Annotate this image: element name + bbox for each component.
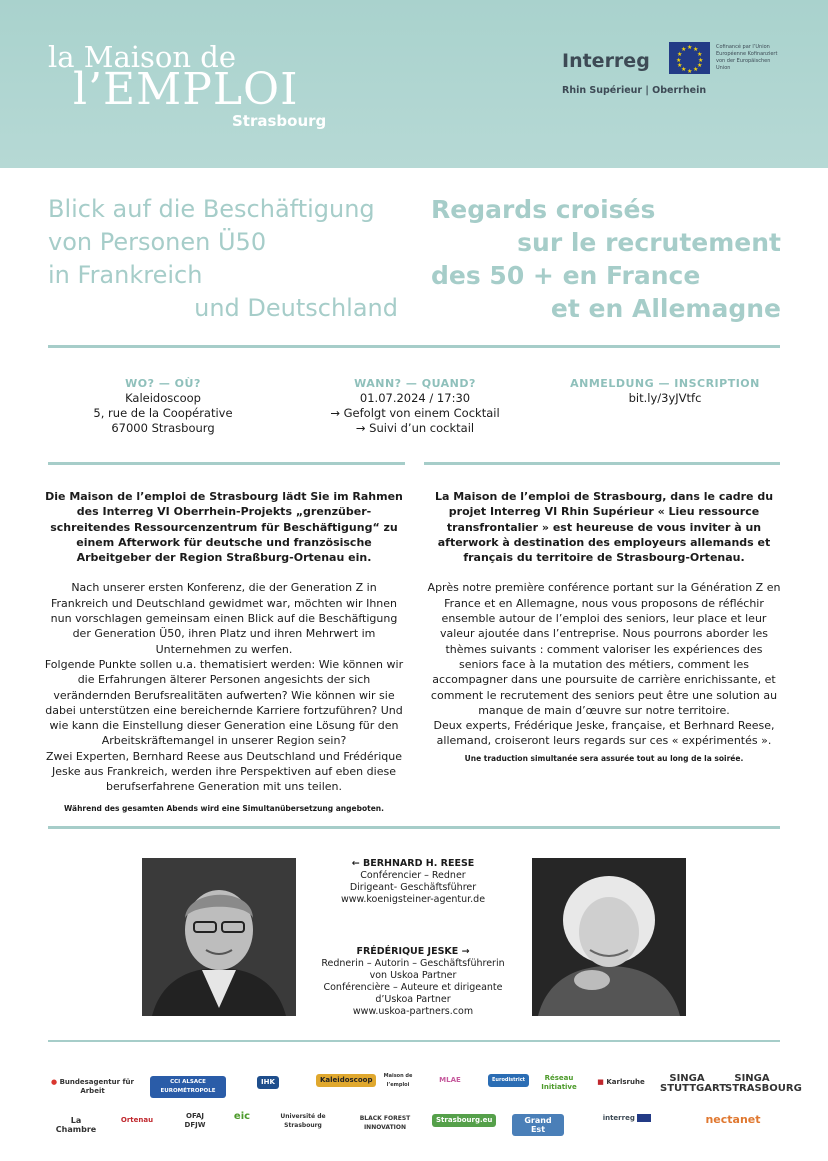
title-de-line3: in Frankreich: [48, 261, 203, 289]
logo-ofaj: OFAJ DFJW: [184, 1112, 206, 1129]
title-french: [431, 193, 781, 325]
info-register: [560, 376, 770, 406]
body-de-p1: Nach unserer ersten Konferenz, die der Generation Z in Frankreich und Deutschland gewidmet war, möchten wir Ihnen nun vorschlagen gemeinsam einen Blick auf die Beschäftigung der Generation Ü50, ihren Platz und ihren Mehrwert im Unternehmen zu werfen.: [50, 581, 398, 656]
partner-logos: [0, 1034, 828, 1161]
logo-karlsruhe: ■ Karlsruhe: [597, 1078, 645, 1086]
logo-nectanet: nectanet: [705, 1113, 761, 1126]
title-fr-line1: Regards croisés: [431, 195, 656, 224]
eu-flag-small-icon: [637, 1114, 651, 1122]
body-fr-note: Une traduction simultanée sera assurée tout au long de la soirée.: [464, 753, 744, 763]
logo-kaleidoscoop: Kaleidoscoop: [316, 1074, 364, 1087]
body-de-p3: Zwei Experten, Bernhard Reese aus Deutschland und Frédérique Jeske aus Frankreich, werden ihre Perspektiven auf eben diese berufserfahrene Generation mit uns teilen.: [46, 749, 402, 794]
divider-right: [424, 462, 780, 465]
info-when: [310, 376, 520, 436]
divider-left: [48, 462, 405, 465]
logo-black-forest: BLACK FOREST INNOVATION: [359, 1115, 411, 1131]
logo-interreg-small: interreg: [580, 1114, 674, 1123]
logo-strasbourg-eu: Strasbourg.eu: [432, 1114, 494, 1127]
logo-ortenau: Ortenau: [120, 1116, 154, 1124]
logo-eurodistrict: Eurodistrict: [488, 1074, 520, 1087]
speaker-jeske-url[interactable]: www.uskoa-partners.com: [352, 1006, 474, 1017]
speaker-photo-jeske: [532, 858, 686, 1016]
info-where-line1: Kaleidoscoop: [125, 391, 201, 405]
info-when-line1: 01.07.2024 / 17:30: [359, 391, 471, 405]
logo-maison-emploi: Maison de l’emploi: [383, 1073, 413, 1088]
body-fr-p1: Après notre première conférence portant sur la Génération Z en France et en Allemagne, nous vous proposons de réfléchir ensemble autour de l’emploi des seniors, leur place et leur valeur ajoutée dans l’entreprise. Nous pourrons aborder les thèmes suivants : comment valoriser les expériences des seniors face à la mutation des métiers, comment les accompagner dans une poursuite de carrière enrichissante, et comment le recrutement des seniors peut être une solution au manque de main d’œuvre sur notre territoire.: [427, 581, 781, 717]
body-de-lead: Die Maison de l’emploi de Strasbourg lädt Sie im Rahmen des Interreg VI Oberrhein-Projekts „grenzüber-schreitendes Ressourcenzentrum für Beschäftigung“ zu einem Afterwork für deutsche und französische Arbeitgeber der Region Straßburg-Ortenau ein.: [45, 490, 403, 565]
info-when-line2: → Gefolgt von einem Cocktail: [330, 406, 500, 420]
title-de-line4: und Deutschland: [194, 294, 398, 322]
title-fr-line3: des 50 + en France: [431, 261, 701, 290]
info-when-heading: WANN? — QUAND?: [354, 377, 476, 390]
speaker-jeske-line1: Rednerin – Autorin – Geschäftsführerin: [321, 958, 505, 969]
header-banner: [0, 0, 828, 168]
speaker-reese-line2: Dirigeant- Geschäftsführer: [349, 882, 477, 893]
title-fr-line2: sur le recrutement: [517, 228, 781, 257]
logo-ihk: IHK: [238, 1076, 298, 1089]
speaker-jeske-line2: von Uskoa Partner: [369, 970, 457, 981]
info-where: [88, 376, 238, 436]
title-fr-line4: et en Allemagne: [550, 294, 781, 323]
speaker-photo-reese: [142, 858, 296, 1016]
speaker-reese-line1: Conférencier – Redner: [360, 870, 466, 881]
body-de-note: Während des gesamten Abends wird eine Simultanübersetzung angeboten.: [64, 803, 384, 813]
logo-eic: eic: [233, 1111, 251, 1122]
interreg-logo: Interreg: [562, 50, 650, 72]
divider-top: [48, 345, 780, 348]
title-german: [48, 193, 398, 325]
title-de-line1: Blick auf die Beschäftigung: [48, 195, 375, 223]
logo-la-chambre: La Chambre: [55, 1116, 97, 1134]
info-where-line3: 67000 Strasbourg: [111, 421, 215, 435]
divider-bottom: [48, 1040, 780, 1042]
eu-cofinancing-text: Cofinancé par l’Union Européenne Kofinanziert von der Europäischen Union: [716, 44, 778, 71]
register-link[interactable]: bit.ly/3yJVtfc: [628, 391, 702, 405]
info-when-line3: → Suivi d’un cocktail: [355, 421, 475, 435]
logo-cci: CCI ALSACE EUROMÉTROPOLE: [150, 1076, 226, 1098]
speaker-reese-name: ← BERHNARD H. REESE: [351, 858, 475, 869]
logo-singa-strasbourg: SINGA STRASBOURG: [725, 1073, 802, 1094]
info-where-heading: WO? — OÙ?: [125, 377, 201, 390]
logo-grand-est: Grand Est: [512, 1114, 564, 1136]
logo-reseau-initiative: Réseau Initiative: [541, 1074, 577, 1091]
logo-singa-stuttgart: SINGA STUTTGART: [660, 1073, 727, 1094]
speaker-reese-info: [318, 858, 508, 906]
speaker-jeske-name: FRÉDÉRIQUE JESKE →: [356, 946, 470, 957]
logo-mlae: MLAE: [439, 1076, 461, 1084]
body-de-p2: Folgende Punkte sollen u.a. thematisiert werden: Wie können wir die Erfahrungen älterer Personen angesichts der sich verändernden Berufsrealitäten aufwerten? Wie können wir sie dabei unterstützen eine bereichernde Karriere fortzuführen? Und wie kann die Einstellung dieser Generation eine Lösung für den Arbeitskräftemangel in unserer Region sein?: [44, 657, 404, 748]
speaker-jeske-info: [303, 946, 523, 1018]
rhin-superieur-label: Rhin Supérieur | Oberrhein: [562, 85, 707, 96]
body-fr-lead: La Maison de l’emploi de Strasbourg, dans le cadre du projet Interreg VI Rhin Supérieur « Lieu ressource transfrontalier » est heureuse de vous inviter à un afterwork à destination des employeurs allemands et français du territoire de Strasbourg-Ortenau.: [434, 490, 774, 565]
speaker-reese-url[interactable]: www.koenigsteiner-agentur.de: [340, 894, 486, 905]
body-fr-p2: Deux experts, Frédérique Jeske, française, et Berhnard Reese, allemand, croiseront leurs regards sur ces « expérimentés ».: [433, 719, 775, 748]
divider-speakers: [48, 826, 780, 829]
eu-flag-icon: ★ ★ ★ ★ ★ ★ ★ ★ ★ ★ ★ ★: [669, 42, 710, 74]
logo-bundesagentur: ● Bundesagentur für Arbeit: [51, 1078, 134, 1095]
info-where-line2: 5, rue de la Coopérative: [93, 406, 233, 420]
logo-line2: l’EMPLOI: [73, 64, 299, 115]
speaker-jeske-line4: d’Uskoa Partner: [375, 994, 451, 1005]
body-french: [426, 489, 782, 779]
logo-unistra: Université de Strasbourg: [280, 1113, 326, 1129]
logo-line1: la Maison de: [48, 40, 237, 74]
logo-line3: Strasbourg: [232, 112, 327, 130]
info-register-heading: ANMELDUNG — INSCRIPTION: [570, 377, 760, 390]
title-de-line2: von Personen Ü50: [48, 228, 267, 256]
speaker-jeske-line3: Conférencière – Auteure et dirigeante: [323, 982, 503, 993]
body-german: [44, 489, 404, 829]
